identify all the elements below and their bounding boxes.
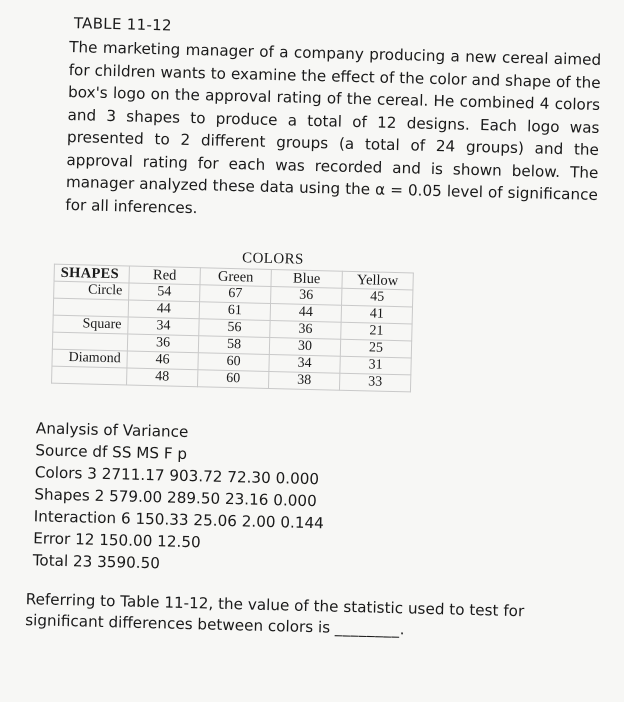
- table-cell: 33: [339, 373, 410, 392]
- table-cell: 44: [128, 300, 199, 319]
- anova-heading: Analysis of Variance: [35, 419, 189, 442]
- table-cell: 54: [129, 283, 200, 302]
- anova-columns: Source df SS MS F p: [35, 441, 188, 463]
- table-cell: 41: [341, 305, 412, 324]
- table-cell: 36: [127, 334, 198, 353]
- question-prompt: Referring to Table 11-12, the value of the statistic used to test for significant differences between colors is: [25, 590, 525, 637]
- table-cell: 34: [128, 317, 199, 336]
- table-cell: 44: [270, 303, 341, 322]
- colors-header: COLORS: [241, 250, 304, 268]
- column-header: Yellow: [342, 271, 413, 290]
- anova-output: [32, 417, 326, 578]
- question-text: [25, 589, 566, 644]
- shape-label: [53, 298, 128, 317]
- shapes-header: SHAPES: [54, 264, 129, 283]
- shape-label: [52, 366, 127, 385]
- shape-label: Diamond: [52, 349, 127, 368]
- table-cell: 30: [269, 337, 340, 356]
- table-cell: 45: [342, 288, 413, 307]
- anova-row: Total 23 3590.50: [32, 551, 161, 573]
- shape-label: Square: [53, 315, 128, 334]
- table-cell: 67: [200, 285, 271, 304]
- shape-label: [52, 332, 127, 351]
- ratings-table: [51, 264, 414, 393]
- shape-label: Circle: [54, 281, 129, 300]
- table-title: TABLE 11-12: [73, 14, 173, 35]
- column-header: Green: [200, 268, 271, 287]
- table-cell: 36: [271, 286, 342, 305]
- table-cell: 46: [127, 351, 198, 370]
- anova-row: Colors 3 2711.17 903.72 72.30 0.000: [34, 463, 320, 489]
- table-cell: 60: [198, 353, 269, 372]
- answer-blank: ________.: [334, 618, 406, 639]
- table-cell: 58: [198, 336, 269, 355]
- table-cell: 61: [199, 302, 270, 321]
- table-cell: 34: [269, 354, 340, 373]
- table-cell: 21: [341, 322, 412, 341]
- anova-row: Interaction 6 150.33 25.06 2.00 0.144: [33, 507, 325, 533]
- anova-row: Error 12 150.00 12.50: [33, 529, 201, 552]
- table-cell: 31: [340, 356, 411, 375]
- table-cell: 60: [197, 370, 268, 389]
- anova-row: Shapes 2 579.00 289.50 23.16 0.000: [34, 485, 317, 511]
- table-cell: 25: [340, 339, 411, 358]
- problem-statement: The marketing manager of a company producing a new cereal aimed for children wants to examine the effect of the color and shape of the box's logo on the approval rating of the cereal. He combined 4 colors and 3 shapes to produce a total of 12 designs. Each logo was presented to 2 different groups (a total of 24 groups) and the approval rating for each was recorded and is shown below. The manager analyzed these data using the α = 0.05 level of significance for all inferences.: [65, 37, 602, 217]
- column-header: Blue: [271, 269, 342, 288]
- table-cell: 56: [199, 319, 270, 338]
- table-cell: 36: [270, 320, 341, 339]
- table-cell: 48: [127, 368, 198, 387]
- column-header: Red: [129, 266, 200, 285]
- table-cell: 38: [268, 371, 339, 390]
